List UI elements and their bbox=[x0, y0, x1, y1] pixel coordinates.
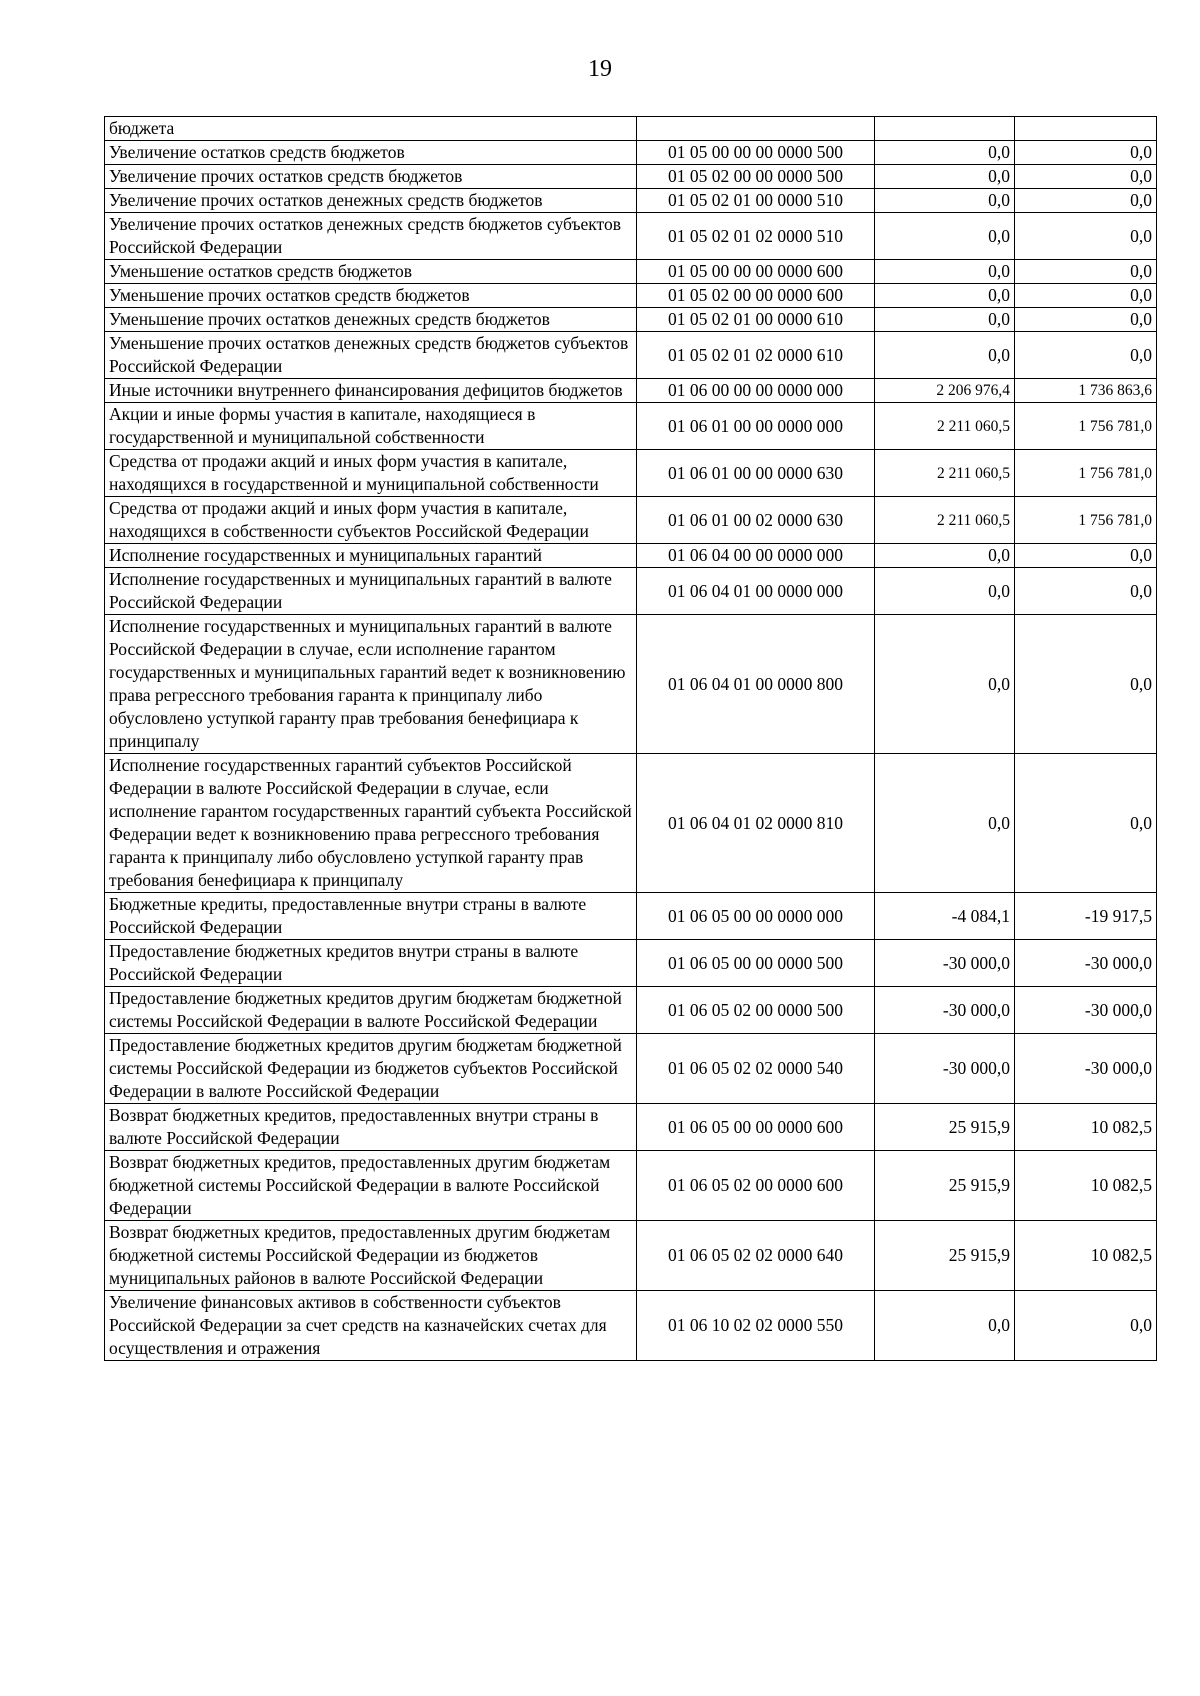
row-value-1-cell: 0,0 bbox=[875, 213, 1015, 260]
row-code-cell: 01 05 02 01 02 0000 610 bbox=[637, 332, 875, 379]
row-value-2-cell: 10 082,5 bbox=[1015, 1104, 1157, 1151]
row-code-cell: 01 06 05 00 00 0000 500 bbox=[637, 940, 875, 987]
table-row bbox=[105, 260, 1157, 284]
row-value-2-cell: 0,0 bbox=[1015, 141, 1157, 165]
row-value-2-cell: 0,0 bbox=[1015, 1291, 1157, 1361]
table-row bbox=[105, 893, 1157, 940]
row-value-1-cell: -30 000,0 bbox=[875, 1034, 1015, 1104]
row-value-1-cell: 2 211 060,5 bbox=[875, 497, 1015, 544]
row-value-2-cell: 0,0 bbox=[1015, 568, 1157, 615]
table-row bbox=[105, 1151, 1157, 1221]
row-value-1-cell: 0,0 bbox=[875, 332, 1015, 379]
table-row bbox=[105, 1104, 1157, 1151]
row-name-cell: Бюджетные кредиты, предоставленные внутри страны в валюте Российской Федерации bbox=[105, 893, 637, 940]
row-name-cell: Средства от продажи акций и иных форм участия в капитале, находящихся в государственной и муниципальной собственности bbox=[105, 450, 637, 497]
row-code-cell: 01 05 02 01 02 0000 510 bbox=[637, 213, 875, 260]
table-row bbox=[105, 379, 1157, 403]
row-code-cell: 01 05 00 00 00 0000 600 bbox=[637, 260, 875, 284]
row-code-cell: 01 05 02 00 00 0000 600 bbox=[637, 284, 875, 308]
row-name-cell: Увеличение прочих остатков денежных средств бюджетов bbox=[105, 189, 637, 213]
row-value-1-cell: 25 915,9 bbox=[875, 1151, 1015, 1221]
row-name-cell: Увеличение прочих остатков средств бюджетов bbox=[105, 165, 637, 189]
row-value-1-cell: -30 000,0 bbox=[875, 987, 1015, 1034]
row-code-cell: 01 06 05 02 00 0000 600 bbox=[637, 1151, 875, 1221]
table-row bbox=[105, 544, 1157, 568]
row-code-cell: 01 06 01 00 00 0000 000 bbox=[637, 403, 875, 450]
row-name-cell: Предоставление бюджетных кредитов внутри страны в валюте Российской Федерации bbox=[105, 940, 637, 987]
row-code-cell: 01 06 05 00 00 0000 000 bbox=[637, 893, 875, 940]
row-name-cell: Увеличение финансовых активов в собственности субъектов Российской Федерации за счет средств на казначейских счетах для осуществления и отражения bbox=[105, 1291, 637, 1361]
row-value-2-cell: 0,0 bbox=[1015, 615, 1157, 754]
row-value-2-cell: -30 000,0 bbox=[1015, 987, 1157, 1034]
table-row bbox=[105, 213, 1157, 260]
row-value-2-cell: 0,0 bbox=[1015, 754, 1157, 893]
table-row bbox=[105, 403, 1157, 450]
table-row bbox=[105, 450, 1157, 497]
row-value-1-cell: 0,0 bbox=[875, 141, 1015, 165]
row-value-1-cell: 25 915,9 bbox=[875, 1221, 1015, 1291]
row-value-1-cell: 2 211 060,5 bbox=[875, 450, 1015, 497]
table-row bbox=[105, 117, 1157, 141]
budget-sources-table bbox=[104, 116, 1157, 1361]
table-row bbox=[105, 615, 1157, 754]
table-row bbox=[105, 754, 1157, 893]
row-value-2-cell: 0,0 bbox=[1015, 213, 1157, 260]
table-row bbox=[105, 1291, 1157, 1361]
row-name-cell: Возврат бюджетных кредитов, предоставленных внутри страны в валюте Российской Федерации bbox=[105, 1104, 637, 1151]
row-name-cell: Предоставление бюджетных кредитов другим бюджетам бюджетной системы Российской Федерации из бюджетов субъектов Российской Федерации в валюте Российской Федерации bbox=[105, 1034, 637, 1104]
row-name-cell: Акции и иные формы участия в капитале, находящиеся в государственной и муниципальной собственности bbox=[105, 403, 637, 450]
row-name-cell: Средства от продажи акций и иных форм участия в капитале, находящихся в собственности субъектов Российской Федерации bbox=[105, 497, 637, 544]
row-value-2-cell: 0,0 bbox=[1015, 308, 1157, 332]
table-row bbox=[105, 987, 1157, 1034]
table-row bbox=[105, 940, 1157, 987]
table-row bbox=[105, 497, 1157, 544]
row-code-cell: 01 06 04 01 00 0000 800 bbox=[637, 615, 875, 754]
table-row bbox=[105, 332, 1157, 379]
row-value-2-cell: 1 736 863,6 bbox=[1015, 379, 1157, 403]
row-value-2-cell: -30 000,0 bbox=[1015, 940, 1157, 987]
row-value-2-cell: 10 082,5 bbox=[1015, 1221, 1157, 1291]
row-value-1-cell: 0,0 bbox=[875, 544, 1015, 568]
row-code-cell bbox=[637, 117, 875, 141]
row-code-cell: 01 05 02 00 00 0000 500 bbox=[637, 165, 875, 189]
row-code-cell: 01 05 02 01 00 0000 510 bbox=[637, 189, 875, 213]
row-value-2-cell: -19 917,5 bbox=[1015, 893, 1157, 940]
row-value-1-cell: -30 000,0 bbox=[875, 940, 1015, 987]
table-row bbox=[105, 1221, 1157, 1291]
table-row bbox=[105, 189, 1157, 213]
row-value-1-cell: 0,0 bbox=[875, 1291, 1015, 1361]
row-code-cell: 01 05 00 00 00 0000 500 bbox=[637, 141, 875, 165]
row-name-cell: Исполнение государственных и муниципальных гарантий в валюте Российской Федерации в случае, если исполнение гарантом государственных и муниципальных гарантий ведет к возникновению права регрессного требования гаранта к принципалу либо обусловлено уступкой гаранту прав требования бенефициара к принципалу bbox=[105, 615, 637, 754]
row-value-2-cell: 0,0 bbox=[1015, 189, 1157, 213]
row-value-1-cell: 25 915,9 bbox=[875, 1104, 1015, 1151]
row-name-cell: Исполнение государственных и муниципальных гарантий в валюте Российской Федерации bbox=[105, 568, 637, 615]
row-code-cell: 01 06 04 01 02 0000 810 bbox=[637, 754, 875, 893]
row-name-cell: Предоставление бюджетных кредитов другим бюджетам бюджетной системы Российской Федерации в валюте Российской Федерации bbox=[105, 987, 637, 1034]
row-value-1-cell: 0,0 bbox=[875, 189, 1015, 213]
row-name-cell: Иные источники внутреннего финансирования дефицитов бюджетов bbox=[105, 379, 637, 403]
row-value-1-cell: 0,0 bbox=[875, 568, 1015, 615]
table-row bbox=[105, 141, 1157, 165]
row-value-1-cell: -4 084,1 bbox=[875, 893, 1015, 940]
page-number: 19 bbox=[588, 56, 612, 82]
row-name-cell: Уменьшение прочих остатков денежных средств бюджетов bbox=[105, 308, 637, 332]
row-value-2-cell: 0,0 bbox=[1015, 332, 1157, 379]
table-body bbox=[105, 117, 1157, 1361]
row-code-cell: 01 06 05 02 02 0000 540 bbox=[637, 1034, 875, 1104]
row-code-cell: 01 05 02 01 00 0000 610 bbox=[637, 308, 875, 332]
row-value-2-cell: 0,0 bbox=[1015, 165, 1157, 189]
table-row bbox=[105, 308, 1157, 332]
row-name-cell: Исполнение государственных и муниципальных гарантий bbox=[105, 544, 637, 568]
row-name-cell: Увеличение остатков средств бюджетов bbox=[105, 141, 637, 165]
row-value-2-cell: 1 756 781,0 bbox=[1015, 497, 1157, 544]
row-value-1-cell bbox=[875, 117, 1015, 141]
row-value-2-cell bbox=[1015, 117, 1157, 141]
row-value-2-cell: 0,0 bbox=[1015, 284, 1157, 308]
row-name-cell: Исполнение государственных гарантий субъектов Российской Федерации в валюте Российской Федерации в случае, если исполнение гарантом государственных гарантий субъекта Российской Федерации ведет к возникновению права регрессного требования гаранта к принципалу либо обусловлено уступкой гаранту прав требования бенефициара к принципалу bbox=[105, 754, 637, 893]
row-name-cell: Уменьшение прочих остатков денежных средств бюджетов субъектов Российской Федерации bbox=[105, 332, 637, 379]
row-value-1-cell: 0,0 bbox=[875, 754, 1015, 893]
row-code-cell: 01 06 00 00 00 0000 000 bbox=[637, 379, 875, 403]
row-value-2-cell: 1 756 781,0 bbox=[1015, 450, 1157, 497]
row-name-cell: Уменьшение прочих остатков средств бюджетов bbox=[105, 284, 637, 308]
row-name-cell: Возврат бюджетных кредитов, предоставленных другим бюджетам бюджетной системы Российской Федерации из бюджетов муниципальных районов в валюте Российской Федерации bbox=[105, 1221, 637, 1291]
row-value-2-cell: -30 000,0 bbox=[1015, 1034, 1157, 1104]
row-value-2-cell: 1 756 781,0 bbox=[1015, 403, 1157, 450]
row-code-cell: 01 06 05 02 00 0000 500 bbox=[637, 987, 875, 1034]
row-value-2-cell: 0,0 bbox=[1015, 544, 1157, 568]
row-value-1-cell: 0,0 bbox=[875, 284, 1015, 308]
row-code-cell: 01 06 01 00 00 0000 630 bbox=[637, 450, 875, 497]
row-name-cell: Возврат бюджетных кредитов, предоставленных другим бюджетам бюджетной системы Российской Федерации в валюте Российской Федерации bbox=[105, 1151, 637, 1221]
row-code-cell: 01 06 01 00 02 0000 630 bbox=[637, 497, 875, 544]
table-row bbox=[105, 284, 1157, 308]
row-name-cell: Увеличение прочих остатков денежных средств бюджетов субъектов Российской Федерации bbox=[105, 213, 637, 260]
row-code-cell: 01 06 04 01 00 0000 000 bbox=[637, 568, 875, 615]
table-row bbox=[105, 568, 1157, 615]
table-row bbox=[105, 165, 1157, 189]
row-code-cell: 01 06 05 00 00 0000 600 bbox=[637, 1104, 875, 1151]
row-code-cell: 01 06 04 00 00 0000 000 bbox=[637, 544, 875, 568]
row-value-1-cell: 0,0 bbox=[875, 165, 1015, 189]
row-name-cell: бюджета bbox=[105, 117, 637, 141]
table-row bbox=[105, 1034, 1157, 1104]
row-value-2-cell: 0,0 bbox=[1015, 260, 1157, 284]
row-value-1-cell: 0,0 bbox=[875, 260, 1015, 284]
row-value-1-cell: 2 211 060,5 bbox=[875, 403, 1015, 450]
row-name-cell: Уменьшение остатков средств бюджетов bbox=[105, 260, 637, 284]
row-value-1-cell: 0,0 bbox=[875, 615, 1015, 754]
row-value-1-cell: 2 206 976,4 bbox=[875, 379, 1015, 403]
row-code-cell: 01 06 05 02 02 0000 640 bbox=[637, 1221, 875, 1291]
row-code-cell: 01 06 10 02 02 0000 550 bbox=[637, 1291, 875, 1361]
row-value-1-cell: 0,0 bbox=[875, 308, 1015, 332]
row-value-2-cell: 10 082,5 bbox=[1015, 1151, 1157, 1221]
